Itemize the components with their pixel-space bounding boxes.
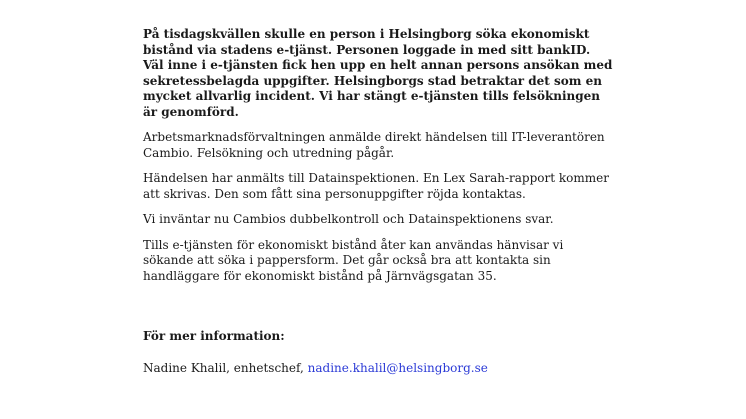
contact-email-link[interactable]: nadine.khalil@helsingborg.se [307,360,488,375]
contact-line [143,361,613,377]
more-info-heading: För mer information: [143,329,285,343]
contact-text: Nadine Khalil, enhetschef, [143,360,308,375]
paragraph-waiting: Vi inväntar nu Cambios dubbelkontroll och Datainspektionens svar. [143,212,554,226]
lead-paragraph: På tisdagskvällen skulle en person i Helsingborg söka ekonomiskt bistånd via stadens e-tjänst. Personen loggade in med sitt bankID. Väl inne i e-tjänsten fick hen upp en helt annan persons ansökan med sekretessbelagda uppgifter. Helsingborgs stad betraktar det som en mycket allvarlig incident. Vi har stängt e-tjänsten tills felsökningen är genomförd. [143,27,613,119]
paragraph-report: Arbetsmarknadsförvaltningen anmälde direkt händelsen till IT-leverantören Cambio. Felsökning och utredning pågår. [143,130,605,160]
paragraph-datainspektionen: Händelsen har anmälts till Datainspektionen. En Lex Sarah-rapport kommer att skrivas. Den som fått sina personuppgifter röjda kontaktas. [143,171,609,201]
paragraph-paper-form: Tills e-tjänsten för ekonomiskt bistånd åter kan användas hänvisar vi sökande att söka i pappersform. Det går också bra att kontakta sin handläggare för ekonomiskt bistånd på Järnvägsgatan 35. [143,237,564,283]
article-body [143,27,613,376]
